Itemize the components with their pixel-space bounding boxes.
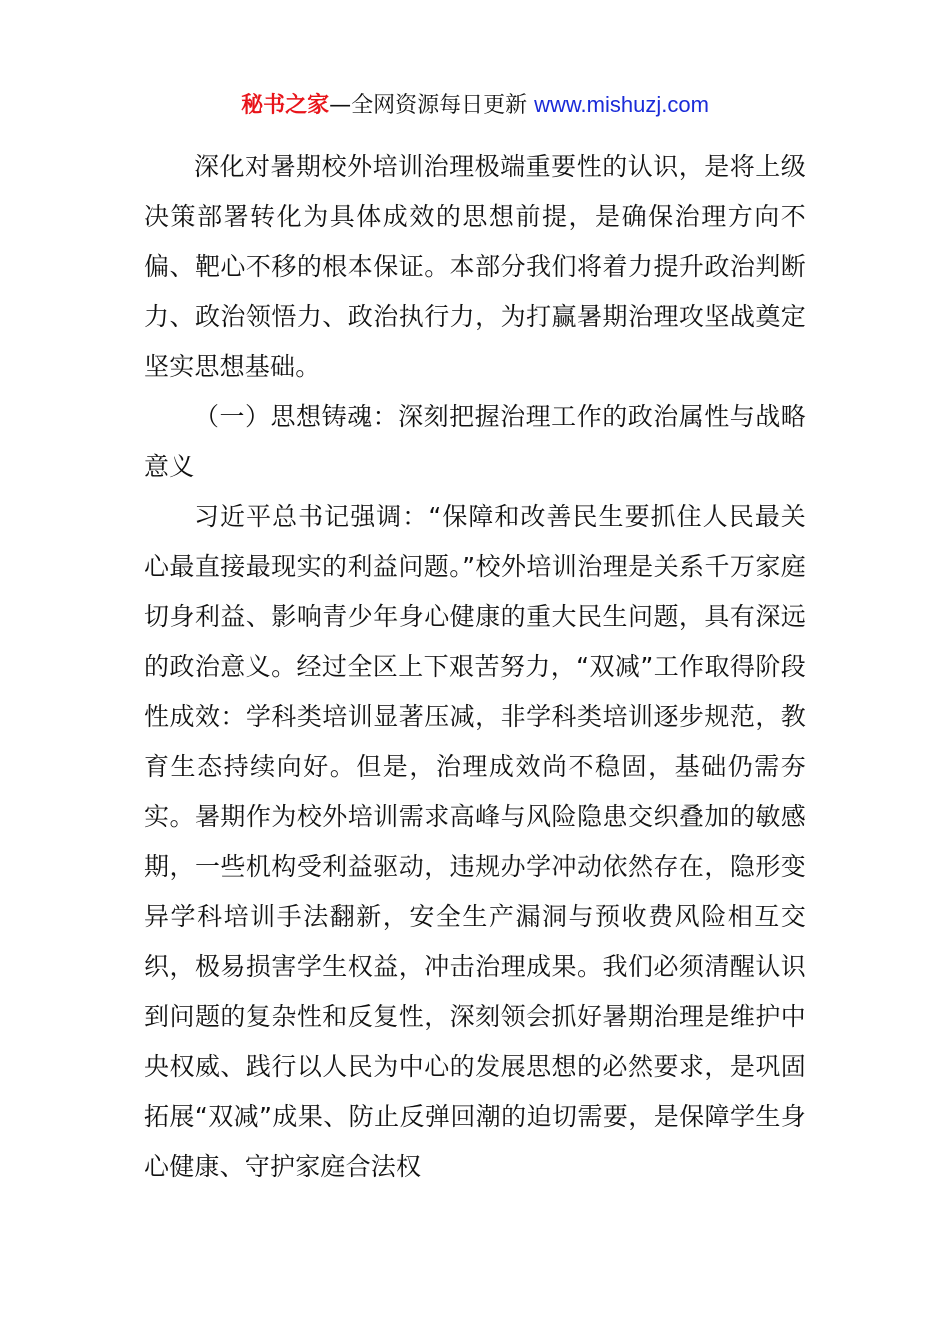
page-header xyxy=(0,88,950,123)
body-paragraph: 习近平总书记强调：“保障和改善民生要抓住人民最关心最直接最现实的利益问题。”校外培训治理是关系千万家庭切身利益、影响青少年身心健康的重大民生问题，具有深远的政治意义。经过全区上下艰苦努力，“双减”工作取得阶段性成效：学科类培训显著压减，非学科类培训逐步规范，教育生态持续向好。但是，治理成效尚不稳固，基础仍需夯实。暑期作为校外培训需求高峰与风险隐患交织叠加的敏感期，一些机构受利益驱动，违规办学冲动依然存在，隐形变异学科培训手法翻新，安全生产漏洞与预收费风险相互交织，极易损害学生权益，冲击治理成果。我们必须清醒认识到问题的复杂性和反复性，深刻领会抓好暑期治理是维护中央权威、践行以人民为中心的发展思想的必然要求，是巩固拓展“双减”成果、防止反弹回潮的迫切需要，是保障学生身心健康、守护家庭合法权 xyxy=(144,502,806,1181)
website-link[interactable]: www.mishuzj.com xyxy=(534,92,709,117)
header-tagline: —全网资源每日更新 xyxy=(329,93,535,118)
document-body xyxy=(144,142,806,1192)
brand-name: 秘书之家 xyxy=(241,93,330,118)
intro-paragraph: 深化对暑期校外培训治理极端重要性的认识，是将上级决策部署转化为具体成效的思想前提，是确保治理方向不偏、靶心不移的根本保证。本部分我们将着力提升政治判断力、政治领悟力、政治执行力，为打赢暑期治理攻坚战奠定坚实思想基础。 xyxy=(144,152,806,381)
section-heading: （一）思想铸魂：深刻把握治理工作的政治属性与战略意义 xyxy=(144,402,806,481)
